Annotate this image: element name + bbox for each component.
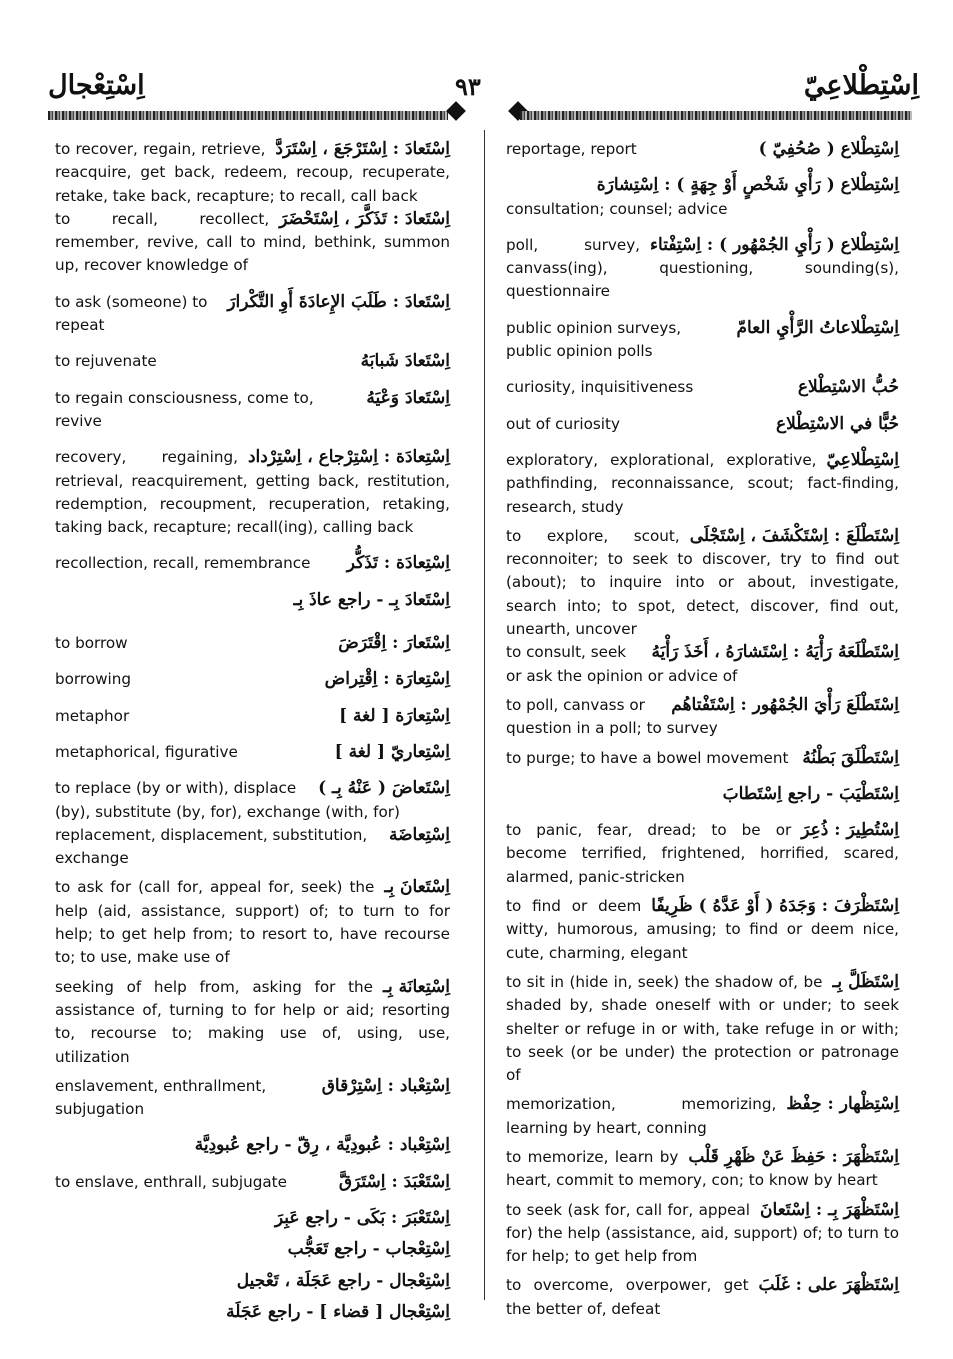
dictionary-entry [506,138,899,161]
arabic-headword: اِسْتِطْلاعِيّ [826,449,899,470]
arabic-headword: اِسْتِعارَة : اِقْتِراض [324,669,450,690]
dictionary-entry [506,747,899,770]
english-definition: to seek (ask for, call for, appeal for) the help (assistance, aid, support) of; to turn to for help; to get help from [506,1200,899,1266]
dictionary-entry [506,694,899,741]
dictionary-entry [506,971,899,1087]
arabic-headword: اِسْتِعارَة [ لغة ] [339,705,450,726]
arabic-headword: اِسْتِطْلاع ( رَأْيِ الجُمْهُور ) : اِسْتِفْتاء [650,234,899,255]
english-definition: to replace (by or with), displace (by), substitute (by, for), exchange (with, for) [55,779,400,821]
dictionary-entry [55,705,450,728]
dictionary-entry [55,387,450,434]
arabic-headword: اِسْتَعانَ بِـ [384,877,450,898]
english-definition: recovery, regaining, retrieval, reacquirement, getting back, restitution, redemption, recoupment, recuperation, retaking, taking back, recapture; recall(ing), calling back [55,448,450,537]
arabic-headword: حُبُّ الاسْتِطْلاع [797,377,899,398]
arabic-headword: اِسْتَطْلَقَ بَطْنُهُ [802,747,899,768]
english-definition: borrowing [55,670,132,689]
ornament-diamond [446,101,466,121]
header-left-word: اِسْتِعْجال [48,70,145,101]
arabic-headword: اِسْتَعادَ شَبابَهُ [360,351,450,372]
dictionary-entry [506,1274,899,1321]
english-definition: to memorize, learn by heart, commit to memory, con; to know by heart [506,1147,878,1190]
arabic-headword: اِسْتَعاضَ ( عَنْهُ بِـ ) [318,778,450,799]
english-definition: to recover, regain, retrieve, reacquire, get back, redeem, recoup, recuperate, retake, take back, recapture; to recall, call back [55,140,450,205]
english-definition: consultation; counsel; advice [506,199,728,218]
arabic-headword: اِسْتَطْلَعَ رَأْيَ الجُمْهُور : اِسْتَفْتاهُم [671,694,899,715]
english-definition: to purge; to have a bowel movement [506,748,789,767]
dictionary-entry [506,234,899,304]
arabic-headword: اِسْتَعادَ وَعْيَهُ [366,387,450,408]
dictionary-entry [506,449,899,519]
arabic-headword: اِسْتَعادَ : اِسْتَرْجَعَ ، اِسْتَرَدَّ [275,139,450,159]
dictionary-entry [506,895,899,965]
dictionary-entry [55,976,450,1069]
arabic-headword: اِسْتَعارَ : اِقْتَرَضَ [338,633,450,654]
english-definition: out of curiosity [506,414,620,433]
cross-reference-entry: اِسْتَعادَ بِـ - راجع عاذَ بِـ [293,589,450,610]
dictionary-entry [55,291,450,338]
dictionary-entry [55,446,450,539]
dictionary-entry [55,1171,450,1194]
dictionary-entry [55,208,450,278]
dictionary-entry [506,317,899,364]
arabic-headword: اِسْتَطْلَعَهُ رَأْيَهُ : اِسْتَشارَهُ ، أَخَذَ رَأْيَهُ [651,642,899,663]
english-definition: to enslave, enthrall, subjugate [55,1172,287,1191]
dictionary-entry [506,1199,899,1269]
english-definition: seeking of help from, asking for the assistance of, turning to for help or aid; resorting to, recourse to; making use of, using, use, utilization [55,977,450,1066]
header-rule-right [520,111,912,120]
cross-reference-entry: اِسْتِعْجال [ قضاء ] - راجع عَجَلَة [226,1301,450,1322]
arabic-headword: اِسْتَعادَ : طَلَبَ الإِعادَةَ أَوِ التَّكْرارَ [227,291,450,312]
header-right-word: اِسْتِطْلاعِيّ [803,70,919,101]
header-rule-left [48,111,448,120]
arabic-headword: اِسْتِطْلاعاتُ الرَّأْيِ العامّ [736,317,899,338]
arabic-headword: اِسْتِعادَة : تَذَكُّر [346,553,450,574]
left-column [55,138,450,1324]
english-definition: to ask for (call for, appeal for, seek) the help (aid, assistance, support) of; to turn to for help; to get help from; to resort to, have recourse to; to use, make use of [55,878,450,967]
column-divider [484,130,485,1300]
english-definition: curiosity, inquisitiveness [506,378,694,397]
arabic-headword: حُبًّا في الاسْتِطْلاع [776,413,899,434]
english-definition: to consult, seek or ask the opinion or advice of [506,643,738,685]
english-definition: memorization, memorizing, learning by heart, conning [506,1095,777,1137]
english-definition: to overcome, overpower, get the better of, defeat [506,1276,749,1318]
arabic-headword: اِسْتِعاريّ [ لغة ] [334,741,450,762]
arabic-headword: اِسْتَظْهَرَ بِـ : اِسْتَعانَ [760,1199,899,1220]
arabic-headword: اِسْتَعْبَدَ : اِسْتَرَقَّ [338,1171,450,1192]
english-definition: replacement, displacement, substitution, exchange [55,825,368,868]
dictionary-entry [506,641,899,688]
dictionary-entry [55,777,450,824]
arabic-headword: اِسْتَظْرَفَ : وَجَدَهُ ( أَوْ عَدَّهُ ) ظَرِيفًا [651,896,899,917]
dictionary-entry [55,350,450,373]
arabic-headword: اِسْتِطْلاع ( صُحُفِيّ ) [758,139,899,159]
dictionary-entry [55,668,450,691]
english-definition: to sit in (hide in, seek) the shadow of, be shaded by, shade oneself with or under; to seek shelter or refuge in or with, take refuge in or with; to seek (or be under) the protection or patronage of [506,972,899,1085]
english-definition: to recall, recollect, remember, revive, call to mind, bethink, summon up, recover knowledge of [55,209,450,275]
arabic-headword: اِسْتِعانَة بِـ [383,976,450,997]
page-number: ٩٣ [455,72,481,101]
arabic-headword: اِسْتَعادَ : تَذَكَّرَ ، اِسْتَحْضَرَ [279,208,450,229]
english-definition: poll, survey, canvass(ing), questioning, sounding(s), questionnaire [506,235,899,301]
english-definition: exploratory, explorational, explorative, pathfinding, reconnaissance, scout; fact-finding, research, study [506,450,899,516]
english-definition: to find or deem witty, humorous, amusing; to find or deem nice, cute, charming, elegant [506,897,899,962]
dictionary-entry [506,525,899,641]
arabic-headword: اِسْتِطْلاع ( رَأْيِ شَخْصٍ أَوْ جِهَةٍ ) : اِسْتِشارَة [596,175,899,196]
english-definition: to explore, scout, reconnoiter; to seek to discover, try to find out (about); to inquire into or about, investigate, search into; to spot, detect, discover, find out, unearth, uncover [506,526,899,639]
english-definition: public opinion surveys, public opinion polls [506,318,682,361]
dictionary-entry [506,174,899,221]
dictionary-entry [55,552,450,575]
dictionary-entry [506,819,899,889]
arabic-headword: اِسْتُطِيرَ : ذُعِرَ [801,820,899,841]
arabic-headword: اِسْتِعاضَة [388,824,450,845]
cross-reference-entry: اِسْتِعْجاب - راجع تَعَجُّب [287,1239,450,1260]
english-definition: to panic, fear, dread; to be or become terrified, frightened, horrified, scared, alarmed, panic-stricken [506,821,899,886]
dictionary-entry [55,632,450,655]
dictionary-entry [506,1146,899,1193]
english-definition: enslavement, enthrallment, subjugation [55,1076,267,1119]
dictionary-entry [55,741,450,764]
dictionary-entry [506,376,899,399]
dictionary-entry [55,876,450,969]
english-definition: metaphorical, figurative [55,742,238,761]
arabic-headword: اِسْتِعادَة : اِسْتِرْجاع ، اِسْتِرْداد [247,447,450,468]
cross-reference-entry: اِسْتِعْباد : عُبودِيَّة ، رِقّ - راجع عُبودِيَّة [194,1135,450,1156]
cross-reference-entry: اِسْتَعْبَرَ : بَكَى - راجع عَبِرَ [274,1207,450,1228]
english-definition: metaphor [55,706,130,725]
english-definition: reportage, report [506,140,637,158]
english-definition: to ask (someone) to repeat [55,292,208,335]
english-definition: to poll, canvass or question in a poll; to survey [506,695,718,738]
cross-reference-entry: اِسْتَطْيَبَ - راجع اِسْتَطابَ [722,783,899,804]
right-column [506,138,899,1321]
english-definition: to regain consciousness, come to, revive [55,388,314,430]
dictionary-entry [55,1075,450,1122]
arabic-headword: اِسْتَظْهَرَ : حَفِظَ عَنْ ظَهْرِ قَلْب [688,1146,899,1167]
arabic-headword: اِسْتَظَلَّ بِـ [832,971,899,992]
cross-reference-entry: اِسْتِعْجال - راجع عَجَلَة ، تَعْجيل [236,1270,450,1291]
dictionary-entry [55,824,450,871]
english-definition: to rejuvenate [55,352,157,371]
arabic-headword: اِسْتَطْلَعَ : اِسْتَكْشَفَ ، اِسْتَجْلَى [689,525,899,546]
english-definition: recollection, recall, remembrance [55,554,311,573]
arabic-headword: اِسْتِعْباد : اِسْتِرْقاق [321,1075,450,1096]
dictionary-entry [506,1093,899,1140]
arabic-headword: اِسْتِظْهار : حِفْظ [786,1094,899,1115]
dictionary-entry [55,138,450,208]
dictionary-entry [506,413,899,436]
english-definition: to borrow [55,634,128,653]
arabic-headword: اِسْتَظْهَرَ على : غَلَبَ [758,1275,899,1296]
